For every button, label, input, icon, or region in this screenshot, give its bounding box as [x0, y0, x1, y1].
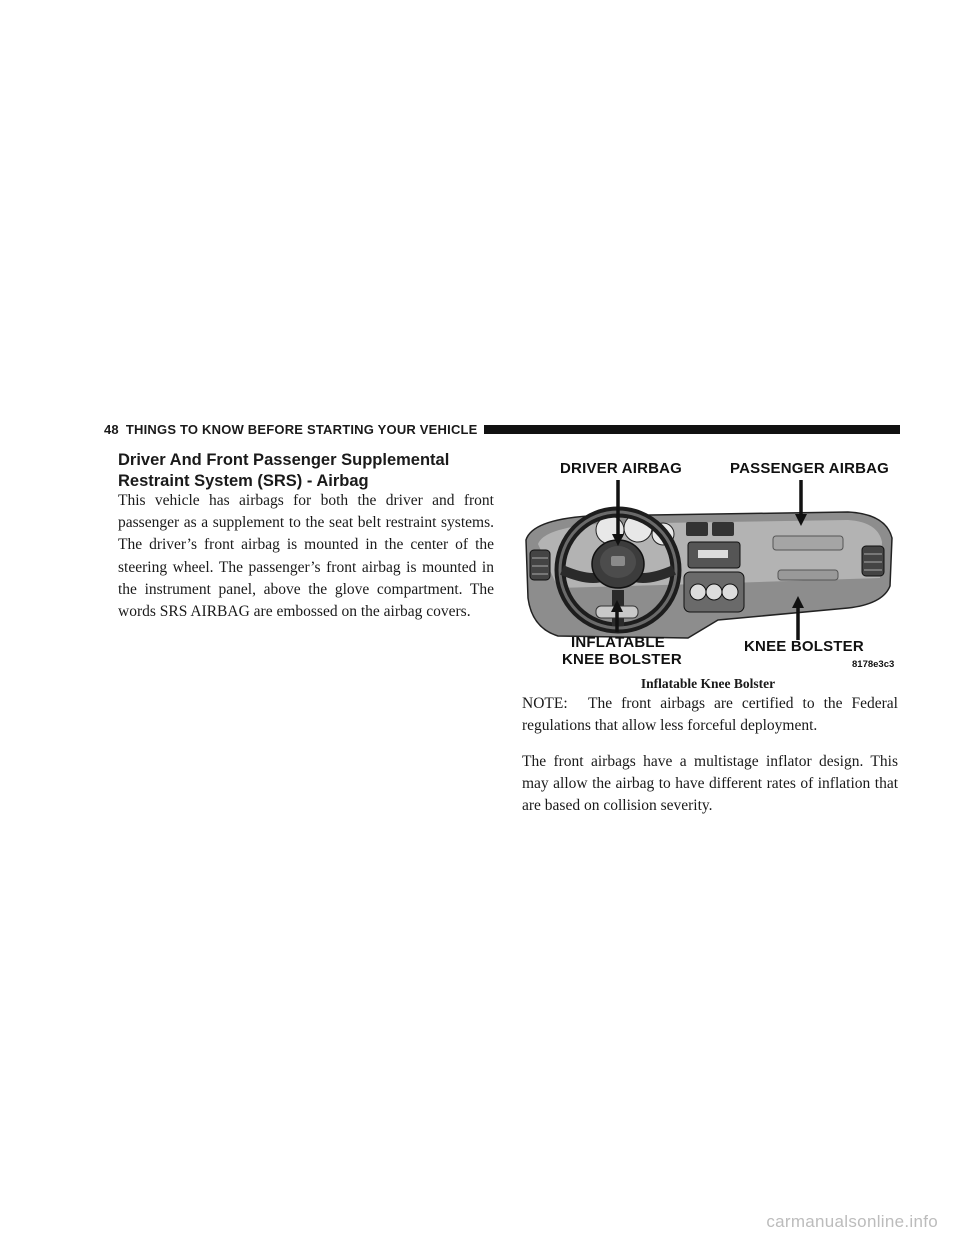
page-header — [104, 418, 900, 440]
multistage-inflator-paragraph: The front airbags have a multistage inflator design. This may allow the airbag to have different rates of inflation that are based on collision severity. — [522, 753, 898, 815]
driver-airbag-label: DRIVER AIRBAG — [560, 460, 683, 477]
watermark: carmanualsonline.info — [766, 1212, 938, 1231]
figure-caption: Inflatable Knee Bolster — [640, 676, 776, 691]
note-text: The front airbags are certified to the Federal regulations that allow less forceful deployment. — [522, 695, 898, 735]
note-label: NOTE: — [522, 695, 568, 712]
section-body: This vehicle has airbags for both the driver and front passenger as a supplement to the seat belt restraint systems. The driver’s front airbag is mounted in the center of the steering wheel. The passenger’s front airbag is mounted in the instrument panel, above the glove compartment. The words SRS AIRBAG are embossed on the airbag covers. — [118, 492, 494, 621]
dashboard-figure — [518, 458, 898, 698]
inflatable-knee-bolster-label-line-2: KNEE BOLSTER — [562, 651, 682, 668]
note-paragraph — [522, 693, 898, 737]
header-section-title: THINGS TO KNOW BEFORE STARTING YOUR VEHICLE — [125, 421, 478, 437]
image-code: 8178e3c3 — [852, 659, 895, 670]
passenger-airbag-label: PASSENGER AIRBAG — [730, 460, 890, 477]
header-rule — [484, 425, 900, 434]
knee-bolster-label: KNEE BOLSTER — [744, 638, 864, 655]
inflatable-knee-bolster-label-line-1: INFLATABLE — [571, 634, 665, 651]
section-title-line-1: Driver And Front Passenger Supplemental — [118, 451, 450, 469]
header-page-number: 48 — [104, 421, 119, 437]
section-title-line-2: Restraint System (SRS) - Airbag — [118, 472, 369, 490]
section-title — [118, 450, 498, 492]
